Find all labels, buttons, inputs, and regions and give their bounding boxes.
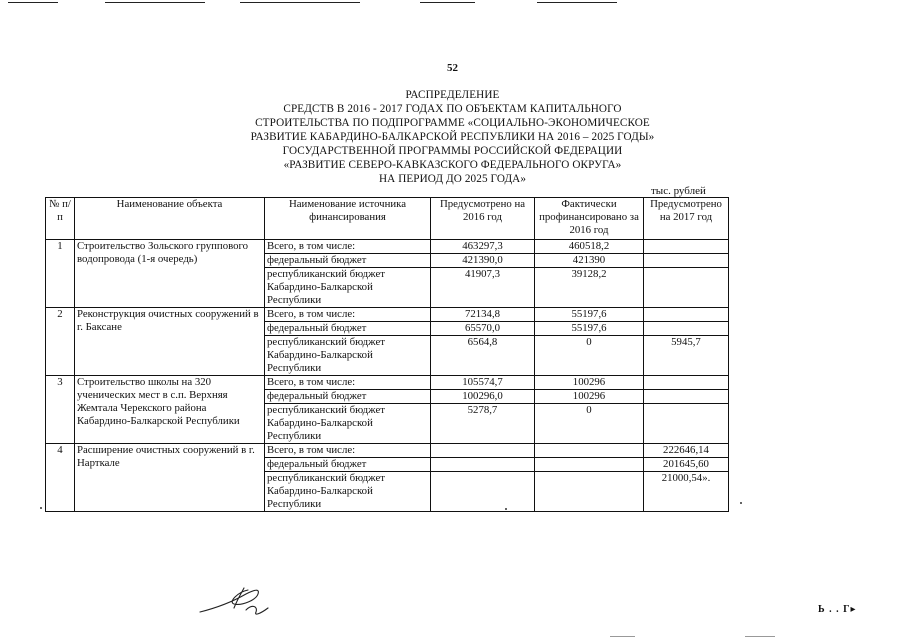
fact-2016-value: 421390	[535, 254, 644, 268]
funding-source: федеральный бюджет	[265, 458, 431, 472]
row-num: 1	[46, 240, 75, 308]
plan-2017-value	[644, 376, 729, 390]
scan-artifact-line	[610, 636, 635, 637]
row-num: 4	[46, 444, 75, 512]
header-funding-source: Наименование источника финансирования	[265, 198, 431, 240]
plan-2016-value: 41907,3	[431, 268, 535, 308]
fact-2016-value: 100296	[535, 376, 644, 390]
title-line: СТРОИТЕЛЬСТВА ПО ПОДПРОГРАММЕ «СОЦИАЛЬНО-ЭКОНОМИЧЕСКОЕ	[255, 117, 650, 129]
plan-2016-value: 463297,3	[431, 240, 535, 254]
table-row	[46, 376, 729, 390]
fact-2016-value: 55197,6	[535, 322, 644, 336]
plan-2017-value: 21000,54».	[644, 472, 729, 512]
scan-speck	[505, 508, 507, 510]
plan-2017-value	[644, 268, 729, 308]
plan-2016-value	[431, 458, 535, 472]
funding-table	[45, 197, 729, 512]
table-row	[46, 444, 729, 458]
fact-2016-value: 100296	[535, 390, 644, 404]
object-name: Расширение очистных сооружений в г. Нарткале	[75, 444, 265, 512]
title-line: РАЗВИТИЕ КАБАРДИНО-БАЛКАРСКОЙ РЕСПУБЛИКИ НА 2016 – 2025 ГОДЫ»	[250, 131, 655, 143]
header-num: № п/п	[46, 198, 75, 240]
scan-artifact-line	[8, 2, 58, 3]
table-row	[46, 240, 729, 254]
scan-artifact-line	[105, 2, 205, 3]
scan-artifact-line	[537, 2, 617, 3]
fact-2016-value	[535, 458, 644, 472]
fact-2016-value: 39128,2	[535, 268, 644, 308]
header-object-name: Наименование объекта	[75, 198, 265, 240]
title-line: СРЕДСТВ В 2016 - 2017 ГОДАХ ПО ОБЪЕКТАМ КАПИТАЛЬНОГО	[283, 103, 622, 115]
plan-2017-value	[644, 240, 729, 254]
margin-mark: Ь . . Г▸	[818, 604, 857, 615]
plan-2016-value: 5278,7	[431, 404, 535, 444]
fact-2016-value	[535, 472, 644, 512]
plan-2016-value: 100296,0	[431, 390, 535, 404]
object-name: Строительство школы на 320 ученических мест в с.п. Верхняя Жемтала Черекского района Кабардино-Балкарской Республики	[75, 376, 265, 444]
funding-source: федеральный бюджет	[265, 390, 431, 404]
funding-source: федеральный бюджет	[265, 322, 431, 336]
plan-2017-value: 5945,7	[644, 336, 729, 376]
fact-2016-value: 0	[535, 336, 644, 376]
header-plan-2017: Предусмотрено на 2017 год	[644, 198, 729, 240]
fact-2016-value: 460518,2	[535, 240, 644, 254]
page-number: 52	[447, 62, 458, 74]
fact-2016-value	[535, 444, 644, 458]
header-fact-2016: Фактически профинансировано за 2016 год	[535, 198, 644, 240]
funding-source: Всего, в том числе:	[265, 444, 431, 458]
plan-2017-value	[644, 254, 729, 268]
fact-2016-value: 0	[535, 404, 644, 444]
title-line: НА ПЕРИОД ДО 2025 ГОДА»	[378, 173, 527, 185]
plan-2016-value: 72134,8	[431, 308, 535, 322]
funding-source: Всего, в том числе:	[265, 240, 431, 254]
funding-source: Всего, в том числе:	[265, 308, 431, 322]
table-header-row	[46, 198, 729, 240]
row-num: 2	[46, 308, 75, 376]
plan-2016-value: 421390,0	[431, 254, 535, 268]
table-row	[46, 308, 729, 322]
plan-2016-value: 105574,7	[431, 376, 535, 390]
scan-speck	[40, 507, 42, 509]
funding-source: республиканский бюджет Кабардино-Балкарской Республики	[265, 472, 431, 512]
scan-speck	[740, 502, 742, 504]
plan-2017-value	[644, 322, 729, 336]
object-name: Реконструкция очистных сооружений в г. Баксане	[75, 308, 265, 376]
plan-2016-value	[431, 472, 535, 512]
plan-2017-value: 201645,60	[644, 458, 729, 472]
title-line: «РАЗВИТИЕ СЕВЕРО-КАВКАЗСКОГО ФЕДЕРАЛЬНОГО ОКРУГА»	[283, 159, 622, 171]
plan-2017-value	[644, 390, 729, 404]
funding-source: Всего, в том числе:	[265, 376, 431, 390]
scan-artifact-line	[745, 636, 775, 637]
plan-2016-value: 65570,0	[431, 322, 535, 336]
object-name: Строительство Зольского группового водопровода (1-я очередь)	[75, 240, 265, 308]
plan-2017-value: 222646,14	[644, 444, 729, 458]
plan-2016-value: 6564,8	[431, 336, 535, 376]
header-plan-2016: Предусмотрено на 2016 год	[431, 198, 535, 240]
funding-source: республиканский бюджет Кабардино-Балкарской Республики	[265, 336, 431, 376]
plan-2017-value	[644, 404, 729, 444]
funding-source: республиканский бюджет Кабардино-Балкарской Республики	[265, 404, 431, 444]
plan-2016-value	[431, 444, 535, 458]
funding-source: республиканский бюджет Кабардино-Балкарской Республики	[265, 268, 431, 308]
signature-image	[198, 582, 278, 622]
scan-artifact-line	[240, 2, 360, 3]
title-line: РАСПРЕДЕЛЕНИЕ	[405, 89, 500, 101]
title-line: ГОСУДАРСТВЕННОЙ ПРОГРАММЫ РОССИЙСКОЙ ФЕДЕРАЦИИ	[282, 145, 623, 157]
row-num: 3	[46, 376, 75, 444]
unit-label: тыс. рублей	[651, 185, 706, 197]
plan-2017-value	[644, 308, 729, 322]
fact-2016-value: 55197,6	[535, 308, 644, 322]
document-title	[0, 88, 905, 186]
scan-artifact-line	[420, 2, 475, 3]
funding-source: федеральный бюджет	[265, 254, 431, 268]
